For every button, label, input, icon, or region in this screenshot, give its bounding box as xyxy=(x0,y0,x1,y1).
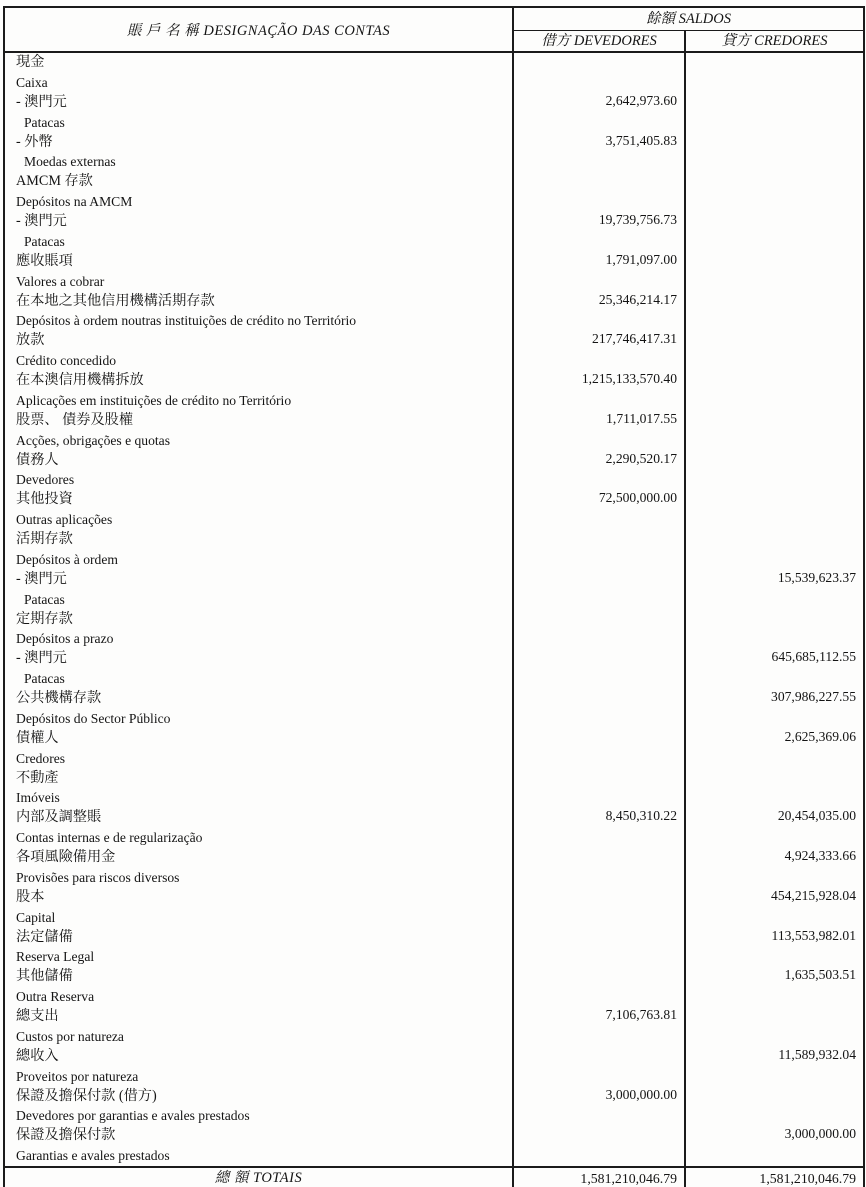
debit-amount-cell xyxy=(513,530,685,570)
account-name-cell xyxy=(4,649,513,689)
account-name-pt: Aplicações em instituições de crédito no Território xyxy=(16,392,292,408)
account-name-zh: 債務人 xyxy=(16,451,59,468)
account-name-pt: Depósitos do Sector Público xyxy=(16,710,171,726)
debit-amount-cell: 3,751,405.83 xyxy=(513,133,685,173)
account-name-pt: Depósitos a prazo xyxy=(16,631,114,647)
account-row xyxy=(4,928,864,968)
account-name-zh: AMCM 存款 xyxy=(16,173,93,190)
account-row xyxy=(4,848,864,888)
credit-amount-cell xyxy=(685,411,864,451)
account-name-pt: Depósitos à ordem noutras instituições de crédito no Território xyxy=(16,313,357,329)
credit-amount-cell: 15,539,623.37 xyxy=(685,570,864,610)
account-row xyxy=(4,292,864,332)
credit-amount-cell xyxy=(685,451,864,491)
debit-amount-cell: 25,346,214.17 xyxy=(513,292,685,332)
account-name-zh: 在本地之其他信用機構活期存款 xyxy=(16,292,215,309)
credit-amount-cell xyxy=(685,292,864,332)
debit-amount-cell: 217,746,417.31 xyxy=(513,331,685,371)
debit-amount-cell: 1,215,133,570.40 xyxy=(513,371,685,411)
account-row xyxy=(4,1047,864,1087)
account-name-zh: 其他儲備 xyxy=(16,968,73,985)
debit-amount-cell: 2,290,520.17 xyxy=(513,451,685,491)
account-row xyxy=(4,649,864,689)
account-name-pt: Reserva Legal xyxy=(16,949,95,965)
account-name-pt: Depósitos na AMCM xyxy=(16,194,133,210)
account-name-zh: - 澳門元 xyxy=(16,650,67,667)
credit-amount-cell: 4,924,333.66 xyxy=(685,848,864,888)
account-row xyxy=(4,93,864,133)
account-name-cell xyxy=(4,371,513,411)
totals-label: 總 額 TOTAIS xyxy=(4,1167,513,1187)
debit-column-header: 借方 DEVEDORES xyxy=(513,31,685,53)
account-name-pt: Patacas xyxy=(24,591,65,607)
account-name-cell xyxy=(4,1126,513,1167)
account-row xyxy=(4,490,864,530)
account-rows xyxy=(4,52,864,1167)
account-name-cell xyxy=(4,212,513,252)
account-name-zh: - 澳門元 xyxy=(16,93,67,110)
credit-amount-cell: 20,454,035.00 xyxy=(685,808,864,848)
debit-amount-cell: 1,791,097.00 xyxy=(513,252,685,292)
account-row xyxy=(4,769,864,809)
account-name-cell xyxy=(4,133,513,173)
account-name-cell xyxy=(4,570,513,610)
account-name-zh: 公共機構存款 xyxy=(16,690,102,706)
debit-amount-cell xyxy=(513,689,685,729)
account-name-pt: Provisões para riscos diversos xyxy=(16,869,180,885)
account-name-cell xyxy=(4,451,513,491)
account-row xyxy=(4,610,864,650)
account-row xyxy=(4,252,864,292)
account-name-zh: 股票、 債券及股權 xyxy=(16,411,134,428)
account-name-pt: Proveitos por natureza xyxy=(16,1068,139,1084)
debit-amount-cell xyxy=(513,649,685,689)
account-row xyxy=(4,570,864,610)
account-name-zh: 股本 xyxy=(16,888,45,905)
totals-section xyxy=(4,1167,864,1187)
credit-amount-cell xyxy=(685,371,864,411)
credit-amount-cell: 307,986,227.55 xyxy=(685,689,864,729)
account-name-pt: Outra Reserva xyxy=(16,989,95,1005)
account-name-zh: 應收賬項 xyxy=(16,252,73,269)
account-name-pt: Garantias e avales prestados xyxy=(16,1148,170,1164)
account-name-zh: 在本澳信用機構拆放 xyxy=(16,372,144,388)
credit-amount-cell xyxy=(685,490,864,530)
debit-amount-cell: 3,000,000.00 xyxy=(513,1087,685,1127)
debit-amount-cell xyxy=(513,848,685,888)
account-row xyxy=(4,133,864,173)
credit-amount-cell xyxy=(685,172,864,212)
account-name-pt: Patacas xyxy=(24,671,65,687)
balances-column-header: 餘額 SALDOS xyxy=(513,7,864,31)
credit-amount-cell: 454,215,928.04 xyxy=(685,888,864,928)
debit-amount-cell: 7,106,763.81 xyxy=(513,1007,685,1047)
debit-amount-cell xyxy=(513,52,685,93)
account-name-pt: Custos por natureza xyxy=(16,1028,124,1044)
account-name-cell xyxy=(4,928,513,968)
account-row xyxy=(4,689,864,729)
account-name-zh: 總支出 xyxy=(16,1008,59,1024)
debit-amount-cell xyxy=(513,172,685,212)
account-row xyxy=(4,411,864,451)
credit-amount-cell: 113,553,982.01 xyxy=(685,928,864,968)
account-row xyxy=(4,451,864,491)
credit-amount-cell xyxy=(685,133,864,173)
account-name-cell xyxy=(4,93,513,133)
account-row xyxy=(4,212,864,252)
account-name-pt: Acções, obrigações e quotas xyxy=(16,432,171,448)
credit-amount-cell xyxy=(685,52,864,93)
account-name-zh: 其他投資 xyxy=(16,491,73,508)
account-row xyxy=(4,371,864,411)
account-name-cell xyxy=(4,1007,513,1047)
account-name-pt: Outras aplicações xyxy=(16,512,113,528)
account-name-pt: Patacas xyxy=(24,114,65,130)
account-name-zh: 内部及調整賬 xyxy=(16,809,102,826)
account-name-pt: Moedas externas xyxy=(24,154,116,170)
account-name-cell xyxy=(4,292,513,332)
debit-amount-cell xyxy=(513,570,685,610)
credit-column-header: 貸方 CREDORES xyxy=(685,31,864,53)
account-name-zh: 法定儲備 xyxy=(16,928,73,945)
account-name-cell xyxy=(4,1087,513,1127)
account-name-cell xyxy=(4,172,513,212)
account-name-cell xyxy=(4,530,513,570)
debit-amount-cell: 1,711,017.55 xyxy=(513,411,685,451)
account-name-pt: Depósitos à ordem xyxy=(16,551,118,567)
account-row xyxy=(4,729,864,769)
account-name-cell xyxy=(4,490,513,530)
account-name-cell xyxy=(4,52,513,93)
account-name-zh: - 外幣 xyxy=(16,133,53,150)
account-name-pt: Patacas xyxy=(24,233,65,249)
account-row xyxy=(4,1087,864,1127)
debit-amount-cell: 72,500,000.00 xyxy=(513,490,685,530)
account-name-pt: Devedores por garantias e avales prestados xyxy=(16,1108,250,1124)
credit-amount-cell xyxy=(685,331,864,371)
credit-amount-cell xyxy=(685,1007,864,1047)
account-name-zh: 活期存款 xyxy=(16,531,73,547)
account-name-zh: 保證及擔保付款 xyxy=(16,1127,116,1144)
credit-amount-cell xyxy=(685,610,864,650)
credit-amount-cell: 3,000,000.00 xyxy=(685,1126,864,1167)
debit-amount-cell xyxy=(513,729,685,769)
account-name-pt: Imóveis xyxy=(16,790,60,806)
account-row xyxy=(4,530,864,570)
account-name-cell xyxy=(4,848,513,888)
totals-credit: 1,581,210,046.79 xyxy=(685,1167,864,1187)
account-name-cell xyxy=(4,729,513,769)
account-row xyxy=(4,888,864,928)
credit-amount-cell: 1,635,503.51 xyxy=(685,967,864,1007)
account-row xyxy=(4,808,864,848)
accounts-column-header: 賬 戶 名 稱 DESIGNAÇÃO DAS CONTAS xyxy=(4,7,513,52)
account-name-zh: 債權人 xyxy=(16,729,59,746)
debit-amount-cell: 19,739,756.73 xyxy=(513,212,685,252)
account-name-cell xyxy=(4,331,513,371)
account-name-zh: 定期存款 xyxy=(16,610,73,627)
debit-amount-cell xyxy=(513,967,685,1007)
credit-amount-cell xyxy=(685,252,864,292)
debit-amount-cell xyxy=(513,610,685,650)
credit-amount-cell: 645,685,112.55 xyxy=(685,649,864,689)
account-name-cell xyxy=(4,808,513,848)
credit-amount-cell xyxy=(685,93,864,133)
account-row xyxy=(4,1126,864,1167)
account-name-pt: Devedores xyxy=(16,472,75,488)
account-name-zh: 保證及擔保付款 (借方) xyxy=(16,1087,157,1104)
account-row xyxy=(4,1007,864,1047)
credit-amount-cell xyxy=(685,212,864,252)
credit-amount-cell xyxy=(685,530,864,570)
credit-amount-cell xyxy=(685,769,864,809)
trial-balance-table xyxy=(3,6,865,1187)
credit-amount-cell xyxy=(685,1087,864,1127)
account-name-zh: - 澳門元 xyxy=(16,570,67,587)
debit-amount-cell xyxy=(513,1126,685,1167)
debit-amount-cell xyxy=(513,769,685,809)
totals-row xyxy=(4,1167,864,1187)
debit-amount-cell: 2,642,973.60 xyxy=(513,93,685,133)
account-name-zh: 總收入 xyxy=(16,1047,59,1064)
account-name-pt: Caixa xyxy=(16,74,48,90)
account-name-zh: 不動產 xyxy=(16,769,59,786)
account-name-zh: - 澳門元 xyxy=(16,213,67,229)
debit-amount-cell xyxy=(513,1047,685,1087)
debit-amount-cell xyxy=(513,888,685,928)
account-name-pt: Contas internas e de regularização xyxy=(16,830,203,846)
account-name-cell xyxy=(4,411,513,451)
account-name-zh: 各項風險備用金 xyxy=(16,849,116,865)
account-name-cell xyxy=(4,888,513,928)
totals-debit: 1,581,210,046.79 xyxy=(513,1167,685,1187)
account-row xyxy=(4,331,864,371)
table-header xyxy=(4,7,864,52)
account-name-cell xyxy=(4,610,513,650)
account-name-cell xyxy=(4,1047,513,1087)
credit-amount-cell: 2,625,369.06 xyxy=(685,729,864,769)
debit-amount-cell: 8,450,310.22 xyxy=(513,808,685,848)
account-row xyxy=(4,52,864,93)
debit-amount-cell xyxy=(513,928,685,968)
account-name-pt: Crédito concedido xyxy=(16,353,117,369)
account-name-cell xyxy=(4,689,513,729)
account-name-pt: Capital xyxy=(16,909,56,925)
credit-amount-cell: 11,589,932.04 xyxy=(685,1047,864,1087)
account-name-cell xyxy=(4,769,513,809)
account-row xyxy=(4,172,864,212)
account-name-pt: Valores a cobrar xyxy=(16,273,105,289)
account-name-cell xyxy=(4,967,513,1007)
account-name-pt: Credores xyxy=(16,750,66,766)
account-row xyxy=(4,967,864,1007)
account-name-cell xyxy=(4,252,513,292)
account-name-zh: 現金 xyxy=(16,54,45,70)
account-name-zh: 放款 xyxy=(16,332,45,349)
